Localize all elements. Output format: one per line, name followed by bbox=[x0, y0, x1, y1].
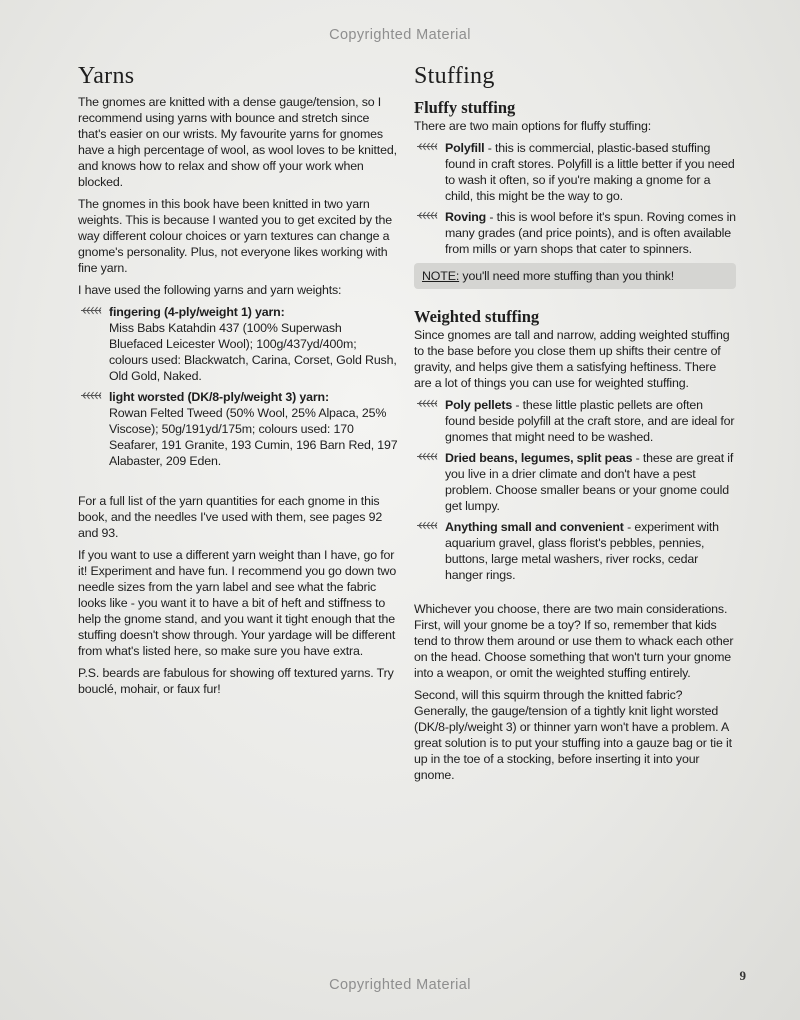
item-text: - this is commercial, plastic-based stuffing found in craft stores. Polyfill is a little better if you need to wash it often, so if you're making a gnome for a child, this might be the way to go. bbox=[445, 141, 735, 203]
weighted-intro: Since gnomes are tall and narrow, adding weighted stuffing to the base before you close them up shifts their centre of gravity, and helps give them a satisfying heftiness. There are a lot of things you can use for weighted stuffing. bbox=[414, 328, 730, 390]
list-item bbox=[414, 519, 736, 583]
item-text: - these are great if you live in a drier climate and don't have a pest problem. Choose smaller beans or your gnome could get lumpy. bbox=[445, 451, 734, 513]
yarns-paragraph: If you want to use a different yarn weight than I have, go for it! Experiment and have fun. I recommend you go down two needle sizes from the yarn label and see what the fabric looks like - you want it to have a bit of heft and stiffness to help the gnome stand, and you want it tight enough that the stuffing doesn't show through. Your yardage will be different from what's listed here, so make sure you have extra. bbox=[78, 548, 397, 658]
fluffy-stuffing-list bbox=[414, 140, 736, 257]
yarns-paragraph: I have used the following yarns and yarn weights: bbox=[78, 283, 342, 297]
yarn-weight-detail: Miss Babs Katahdin 437 (100% Superwash Bluefaced Leicester Wool); 100g/437yd/400m; colours used: Blackwatch, Carina, Corset, Gold Rush, Old Gold, Naked. bbox=[109, 321, 397, 383]
yarn-weight-detail: Rowan Felted Tweed (50% Wool, 25% Alpaca, 25% Viscose); 50g/191yd/175m; colours used: 170 Seafarer, 191 Granite, 193 Cumin, 196 Barn Red, 197 Alabaster, 209 Eden. bbox=[109, 406, 398, 468]
leaf-sprig-icon bbox=[80, 306, 102, 315]
weighted-paragraph: Second, will this squirm through the knitted fabric? Generally, the gauge/tension of a tightly knit light worsted (DK/8-ply/weight 3) or thinner yarn won't have a problem. A great solution is to put your stuffing into a gauze bag or tie it up in the toe of a stocking, before inserting it into your gnome. bbox=[414, 688, 732, 782]
item-text: - experiment with aquarium gravel, glass florist's pebbles, pennies, buttons, large metal washers, river rocks, cedar hanger rings. bbox=[445, 520, 719, 582]
yarns-heading: Yarns bbox=[78, 63, 135, 89]
item-label: Roving bbox=[445, 210, 487, 224]
leaf-sprig-icon bbox=[416, 211, 438, 220]
stuffing-column bbox=[414, 62, 736, 789]
weighted-stuffing-list bbox=[414, 397, 736, 583]
yarn-weight-label: fingering (4-ply/weight 1) yarn: bbox=[109, 305, 285, 319]
leaf-sprig-icon bbox=[416, 142, 438, 151]
leaf-sprig-icon bbox=[416, 521, 438, 530]
yarns-paragraph: The gnomes in this book have been knitted in two yarn weights. This is because I wanted you to get excited by the way different colour choices or yarn textures can change a gnome's personality. Plus, not everyone likes working with fine yarn. bbox=[78, 197, 392, 275]
list-item bbox=[414, 397, 736, 445]
weighted-stuffing-heading: Weighted stuffing bbox=[414, 307, 540, 326]
stuffing-heading: Stuffing bbox=[414, 63, 495, 89]
note-text: you'll need more stuffing than you think! bbox=[459, 269, 674, 283]
item-text: - this is wool before it's spun. Roving comes in many grades (and price points), and is often available from mills or yarn shops that cater to spinners. bbox=[445, 210, 736, 256]
copyright-watermark-top: Copyrighted Material bbox=[329, 27, 471, 43]
yarns-paragraph: For a full list of the yarn quantities for each gnome in this book, and the needles I've used with them, see pages 92 and 93. bbox=[78, 494, 383, 540]
item-label: Dried beans, legumes, split peas bbox=[445, 451, 633, 465]
yarn-weight-label: light worsted (DK/8-ply/weight 3) yarn: bbox=[109, 390, 329, 404]
list-item bbox=[414, 450, 736, 514]
list-item bbox=[78, 389, 398, 469]
leaf-sprig-icon bbox=[416, 399, 438, 408]
page-number: 9 bbox=[739, 968, 746, 983]
item-label: Anything small and convenient bbox=[445, 520, 624, 534]
copyright-watermark-bottom: Copyrighted Material bbox=[329, 977, 471, 993]
fluffy-intro: There are two main options for fluffy stuffing: bbox=[414, 119, 651, 133]
fluffy-stuffing-heading: Fluffy stuffing bbox=[414, 98, 516, 117]
item-label: Poly pellets bbox=[445, 398, 513, 412]
yarns-paragraph: The gnomes are knitted with a dense gauge/tension, so I recommend using yarns with bounce and stretch since that's easier on our wrists. My favourite yarns for gnomes have a high percentage of wool, as wool loves to be knitted, and knows how to relax and show off your work when blocked. bbox=[78, 95, 397, 189]
yarns-column bbox=[78, 62, 398, 703]
list-item bbox=[414, 140, 736, 204]
note-label: NOTE: bbox=[422, 269, 460, 283]
weighted-paragraph: Whichever you choose, there are two main considerations. First, will your gnome be a toy? If so, remember that kids tend to throw them around or use them to whack each other on the head. Choose something that won't turn your gnome into a weapon, or omit the weighted stuffing entirely. bbox=[414, 602, 734, 680]
list-item bbox=[78, 304, 398, 384]
leaf-sprig-icon bbox=[80, 391, 102, 400]
item-label: Polyfill bbox=[445, 141, 485, 155]
item-text: - these little plastic pellets are often found beside polyfill at the craft store, and are ideal for gnomes that might need to be washed. bbox=[445, 398, 735, 444]
list-item bbox=[414, 209, 736, 257]
yarns-paragraph: P.S. beards are fabulous for showing off textured yarns. Try bouclé, mohair, or faux fur! bbox=[78, 666, 394, 696]
yarn-weights-list bbox=[78, 304, 398, 469]
note-box bbox=[414, 263, 736, 289]
leaf-sprig-icon bbox=[416, 452, 438, 461]
